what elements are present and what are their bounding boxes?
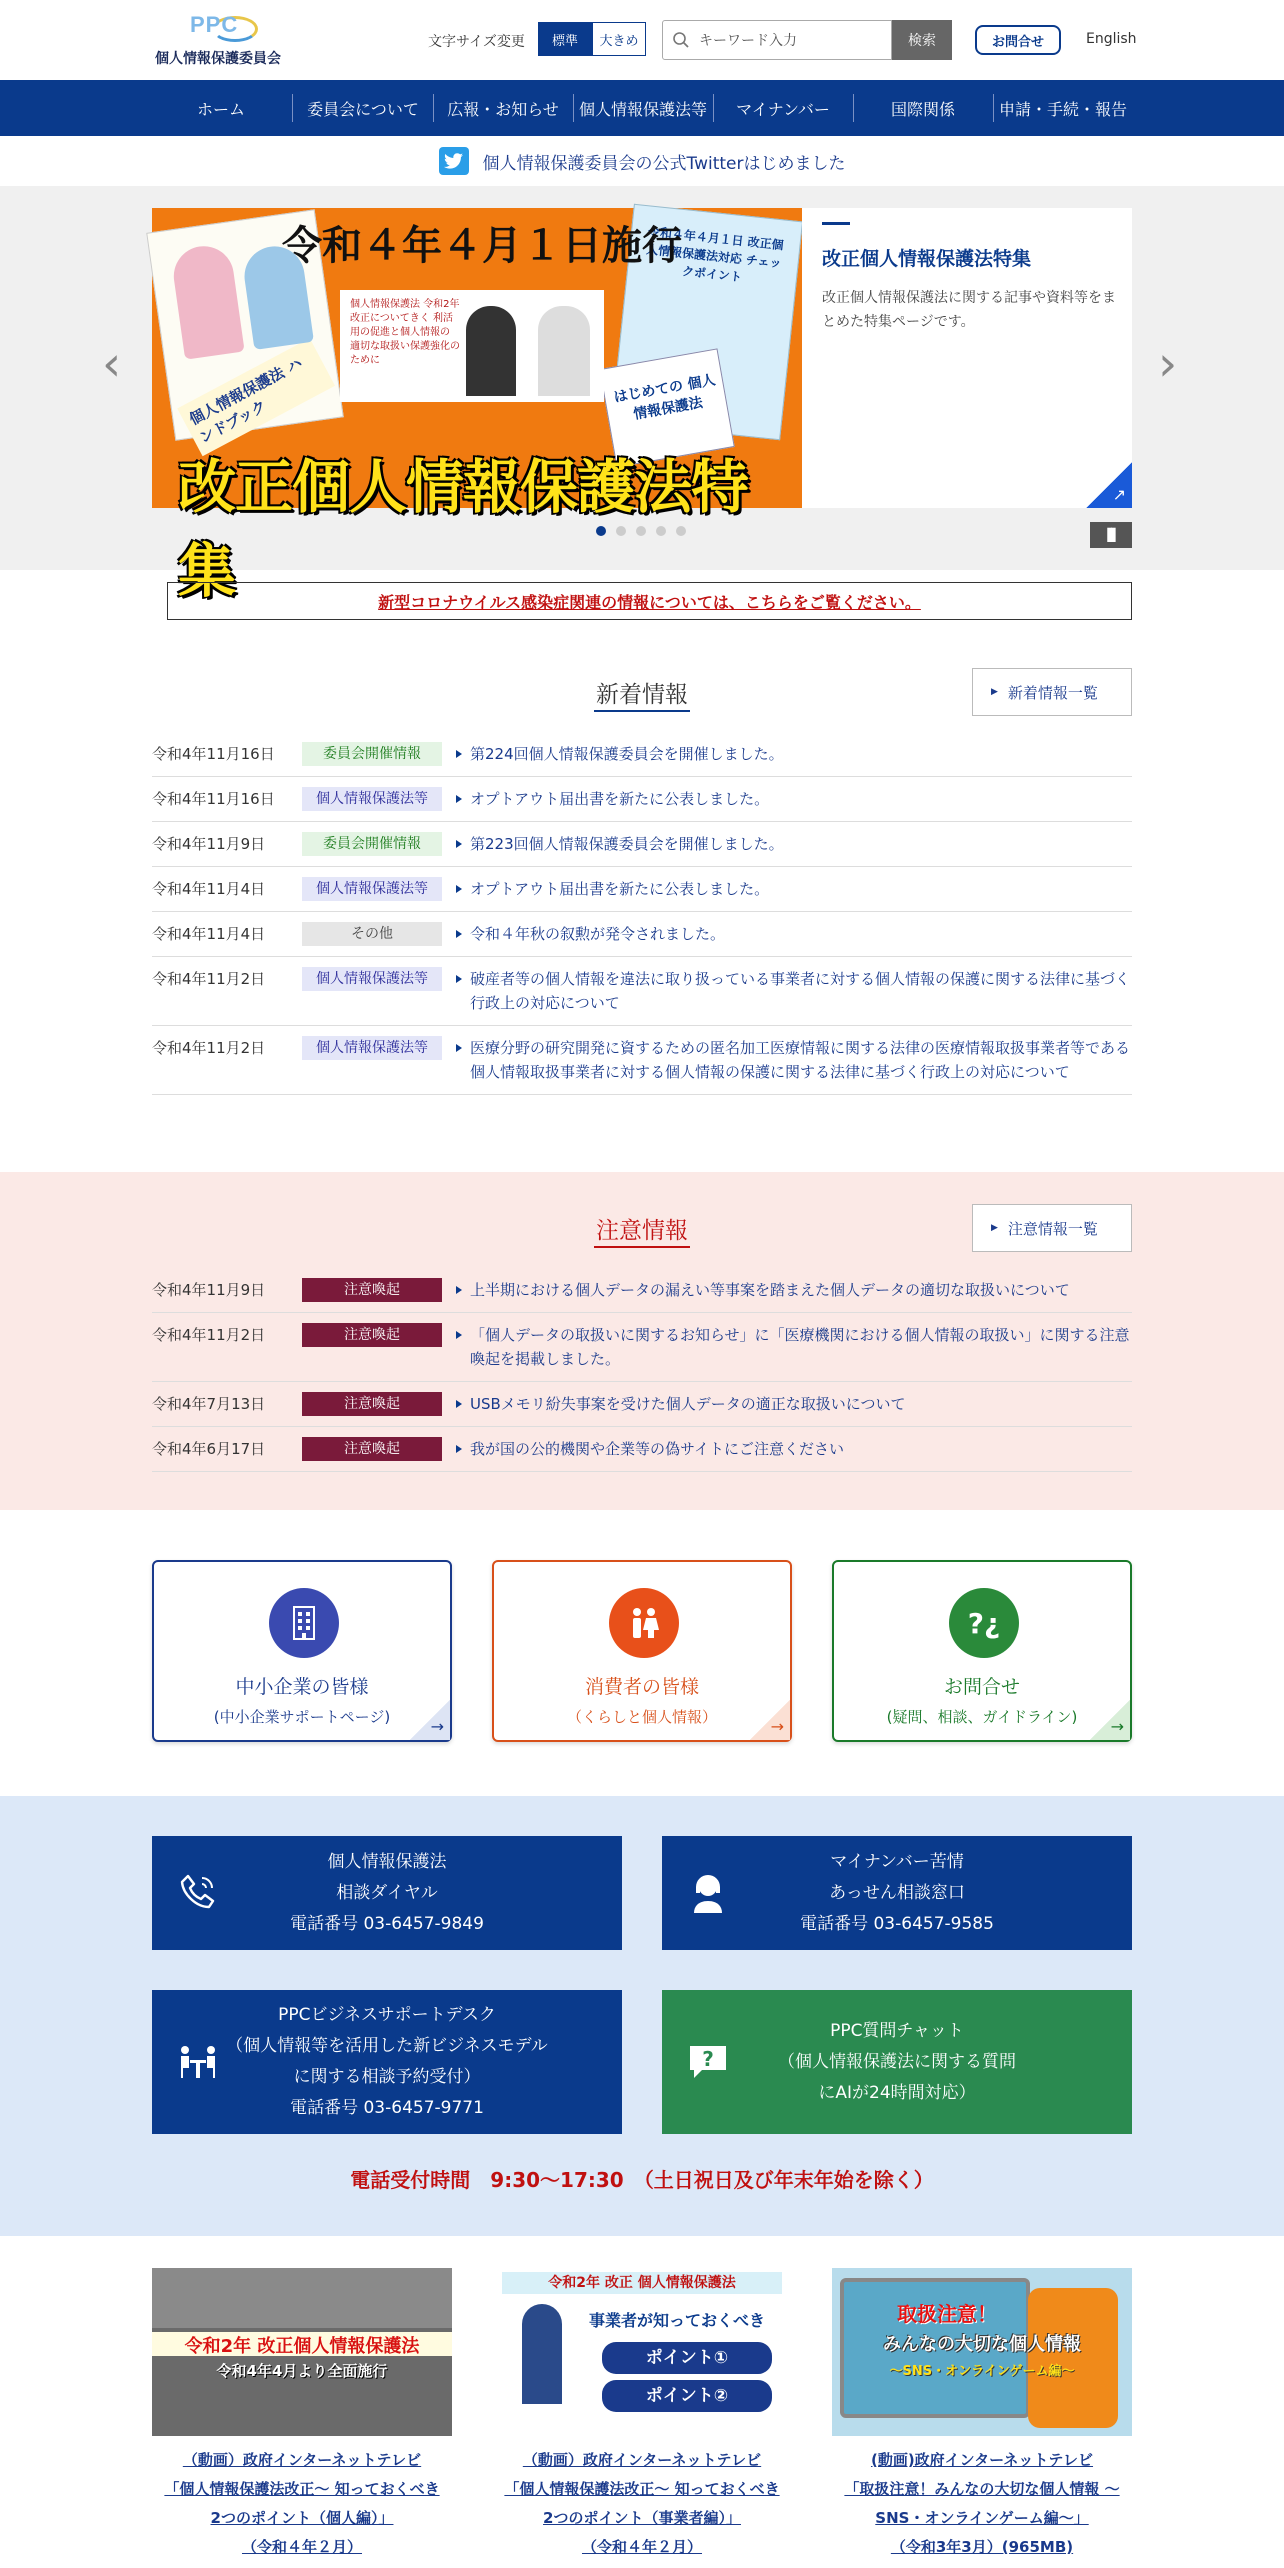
person-illustration	[522, 2304, 562, 2404]
family-icon	[609, 1588, 679, 1658]
item-link[interactable]: 我が国の公的機関や企業等の偽サイトにご注意ください	[456, 1437, 1132, 1461]
inquiry-card-sub: (疑問、相談、ガイドライン)	[886, 1708, 1078, 1726]
hero-slide-title: 改正個人情報保護法特集	[822, 248, 1032, 270]
nav-home[interactable]: ホーム	[196, 99, 245, 119]
list-item	[152, 1026, 1132, 1095]
street-scene	[152, 2268, 452, 2328]
arrow-icon: →	[1110, 1717, 1124, 1736]
sme-card-sub: (中小企業サポートページ)	[213, 1708, 391, 1726]
inquiry-card[interactable]	[832, 1560, 1132, 1742]
video-item[interactable]	[492, 2268, 792, 2562]
phone-icon	[174, 1869, 222, 1917]
video-thumbnail	[152, 2268, 452, 2436]
triangle-icon: ▶	[991, 687, 998, 697]
font-size-label: 文字サイズ変更	[428, 34, 525, 50]
carousel-dot[interactable]	[676, 526, 686, 536]
nav-about[interactable]: 委員会について	[307, 99, 419, 119]
interview-photo-text: 個人情報保護法 令和2年改正についてきく 利活用の促進と個人情報の 適切な取扱い保護強化のために	[350, 299, 460, 366]
business-desk-phone: 電話番号 03-6457-9771	[290, 2098, 484, 2118]
site-logo[interactable]	[152, 12, 300, 68]
item-link[interactable]: オプトアウト届出書を新たに公表しました。	[456, 787, 1132, 811]
category-badge: 注意喚起	[302, 1278, 442, 1302]
item-date: 令和4年11月9日	[152, 1281, 266, 1299]
alerts-more-button[interactable]	[972, 1204, 1132, 1252]
privacy-dial-line2: 相談ダイヤル	[336, 1882, 438, 1903]
contact-button[interactable]: お問合せ	[975, 25, 1061, 55]
search-icon	[663, 31, 699, 49]
thumb-title: 令和2年 改正 個人情報保護法	[502, 2272, 782, 2294]
twitter-icon	[439, 147, 469, 175]
category-badge: 個人情報保護法等	[302, 787, 442, 811]
caption-line: 2つのポイント（事業者編）」	[543, 2509, 741, 2527]
covid-notice-link[interactable]: 新型コロナウイルス感染症関連の情報については、こちらをご覧ください。	[167, 582, 1132, 620]
carousel-dot[interactable]	[596, 526, 606, 536]
english-link[interactable]: English	[1086, 31, 1137, 47]
category-badge: 注意喚起	[302, 1323, 442, 1347]
item-link[interactable]: 医療分野の研究開発に資するための匿名加工医療情報に関する法律の医療情報取扱事業者等である個人情報取扱事業者に対する個人情報の保護に関する法律に基づく行政上の対応について	[456, 1036, 1132, 1084]
caption-line: 「個人情報保護法改正～ 知っておくべき	[504, 2480, 780, 2498]
sme-card-title: 中小企業の皆様	[235, 1676, 369, 1698]
nav-news[interactable]: 広報・お知らせ	[447, 99, 559, 119]
font-size-standard-button[interactable]: 標準	[538, 22, 592, 56]
thumb-tagline: ～SNS・オンラインゲーム編～	[889, 2364, 1075, 2379]
caption-line: 「個人情報保護法改正～ 知っておくべき	[164, 2480, 440, 2498]
carousel-dot[interactable]	[656, 526, 666, 536]
item-date: 令和4年11月16日	[152, 745, 275, 763]
hero-slide-description: 改正個人情報保護法に関する記事や資料等をまとめた特集ページです。	[822, 290, 1116, 330]
meeting-icon	[174, 2038, 222, 2086]
business-desk-line1: PPCビジネスサポートデスク	[278, 2005, 496, 2025]
list-item	[152, 912, 1132, 957]
news-section-header	[152, 668, 1132, 718]
search-input[interactable]: キーワード入力	[699, 33, 797, 49]
list-item	[152, 1382, 1132, 1427]
search-button[interactable]: 検索	[892, 20, 952, 60]
chat-line3: にAIが24時間対応）	[818, 2082, 976, 2103]
item-date: 令和4年7月13日	[152, 1395, 266, 1413]
item-link[interactable]: 令和４年秋の叙勲が発令されました。	[456, 922, 1132, 946]
alerts-list	[152, 1268, 1132, 1472]
category-badge: 個人情報保護法等	[302, 967, 442, 991]
business-desk-line3: に関する相談予約受付）	[293, 2067, 481, 2087]
list-item	[152, 1427, 1132, 1472]
item-date: 令和4年11月2日	[152, 970, 266, 988]
video-caption[interactable]	[832, 2446, 1132, 2562]
business-desk-box[interactable]	[152, 1990, 622, 2134]
mynumber-dial-phone: 電話番号 03-6457-9585	[800, 1913, 994, 1934]
item-date: 令和4年11月9日	[152, 835, 266, 853]
category-badge: 個人情報保護法等	[302, 1036, 442, 1060]
person-silhouette	[538, 306, 590, 396]
illustration-figure	[170, 242, 245, 359]
privacy-dial-line1: 個人情報保護法	[327, 1851, 447, 1872]
item-link[interactable]: 「個人データの取扱いに関するお知らせ」に「医療機関における個人情報の取扱い」に関する注意喚起を掲載しました。	[456, 1323, 1132, 1371]
carousel-dot[interactable]	[636, 526, 646, 536]
card-corner	[1090, 1700, 1130, 1740]
video-caption[interactable]	[152, 2446, 452, 2562]
caption-line: 2つのポイント（個人編）」	[210, 2509, 394, 2527]
caption-line: （令和４年２月）	[241, 2538, 362, 2556]
arrow-icon: ↗	[1112, 485, 1126, 504]
caption-line: SNS・オンラインゲーム編～」	[875, 2509, 1089, 2527]
consumer-card[interactable]	[492, 1560, 792, 1742]
inquiry-card-title: お問合せ	[943, 1676, 1020, 1698]
sme-card[interactable]	[152, 1560, 452, 1742]
alerts-more-label: 注意情報一覧	[1007, 1219, 1098, 1238]
audience-cards	[152, 1560, 1132, 1742]
thumb-title: 令和2年 改正個人情報保護法	[152, 2332, 452, 2356]
mynumber-dial-line2: あっせん相談窓口	[829, 1882, 965, 1903]
mynumber-dial-line1: マイナンバー苦情	[830, 1851, 964, 1872]
mynumber-dial-box[interactable]	[662, 1836, 1132, 1950]
video-thumbnail	[832, 2268, 1132, 2436]
alerts-heading: 注意情報	[596, 1218, 688, 1244]
category-badge: 注意喚起	[302, 1437, 442, 1461]
item-date: 令和4年11月2日	[152, 1039, 266, 1057]
list-item	[152, 957, 1132, 1026]
nav-divider	[292, 94, 293, 122]
category-badge: 委員会開催情報	[302, 832, 442, 856]
nav-international[interactable]: 国際関係	[890, 99, 955, 119]
category-badge: 個人情報保護法等	[302, 877, 442, 901]
privacy-dial-box[interactable]	[152, 1836, 622, 1950]
category-badge: 委員会開催情報	[302, 742, 442, 766]
phone-hours: 電話受付時間 9:30～17:30 （土日祝日及び年末年始を除く）	[350, 2168, 934, 2192]
question-icon: ?¿	[949, 1588, 1019, 1658]
intro-booklet-title: はじめての 個人情報保護法	[612, 372, 717, 423]
item-link[interactable]: 破産者等の個人情報を違法に取り扱っている事業者に対する個人情報の保護に関する法律に基づく行政上の対応について	[456, 967, 1132, 1015]
banner-date-title: 令和４年４月１日施行	[282, 223, 682, 269]
caption-line: （動画）政府インターネットテレビ	[182, 2451, 422, 2469]
heading-underline	[594, 710, 690, 712]
chat-line2: （個人情報保護法に関する質問	[778, 2051, 1016, 2072]
font-size-large-button[interactable]: 大きめ	[592, 22, 646, 56]
checkpoint-booklet-title: 令和４年４月１日 改正個人情報保護法対応 チェックポイント	[645, 224, 785, 285]
thumb-title: 取扱注意！	[897, 2302, 997, 2326]
carousel-pause-button[interactable]	[1090, 522, 1132, 548]
item-date: 令和4年11月4日	[152, 925, 266, 943]
site-header	[0, 0, 1284, 80]
item-link[interactable]: USBメモリ紛失事案を受けた個人データの適正な取扱いについて	[456, 1392, 1132, 1416]
twitter-notice[interactable]	[0, 136, 1284, 186]
video-item[interactable]	[832, 2268, 1132, 2562]
global-nav	[0, 80, 1284, 136]
list-item	[152, 777, 1132, 822]
list-item	[152, 822, 1132, 867]
list-item	[152, 1268, 1132, 1313]
point-2-badge: ポイント②	[602, 2380, 772, 2412]
list-item	[152, 732, 1132, 777]
video-thumbnail	[492, 2268, 792, 2436]
heading-underline	[594, 1246, 690, 1248]
slide-link-corner[interactable]	[1086, 462, 1132, 508]
business-desk-line2: （個人情報等を活用した新ビジネスモデル	[226, 2036, 548, 2056]
person-silhouette	[466, 306, 516, 396]
arrow-icon: →	[770, 1717, 784, 1736]
category-badge: その他	[302, 922, 442, 946]
arrow-icon: →	[430, 1717, 444, 1736]
item-date: 令和4年6月17日	[152, 1440, 266, 1458]
item-link[interactable]: 上半期における個人データの漏えい等事案を踏まえた個人データの適切な取扱いについて	[456, 1278, 1132, 1302]
item-link[interactable]: オプトアウト届出書を新たに公表しました。	[456, 877, 1132, 901]
logo-ppc: PPC	[190, 12, 239, 37]
nav-procedures[interactable]: 申請・手続・報告	[998, 99, 1127, 119]
nav-law[interactable]: 個人情報保護法等	[578, 99, 707, 119]
item-link[interactable]: 第224回個人情報保護委員会を開催しました。	[456, 742, 1132, 766]
privacy-dial-phone: 電話番号 03-6457-9849	[290, 1913, 484, 1934]
carousel-dot[interactable]	[616, 526, 626, 536]
pause-icon: ▐▌	[1102, 528, 1120, 542]
triangle-icon: ▶	[991, 1223, 998, 1233]
twitter-notice-text: 個人情報保護委員会の公式Twitterはじめました	[482, 153, 846, 174]
point-1-badge: ポイント①	[602, 2342, 772, 2374]
item-date: 令和4年11月16日	[152, 790, 275, 808]
chat-box[interactable]	[662, 1990, 1132, 2134]
banner-main-title: 改正個人情報保護法特集	[178, 453, 749, 605]
video-item[interactable]	[152, 2268, 452, 2562]
building-icon	[269, 1588, 339, 1658]
operator-icon	[684, 1869, 732, 1917]
alerts-section-header	[152, 1204, 1132, 1254]
svg-text:?: ?	[702, 2047, 714, 2071]
card-corner	[410, 1700, 450, 1740]
chat-icon	[684, 2038, 732, 2086]
caption-line: 「取扱注意！みんなの大切な個人情報 ～	[844, 2480, 1120, 2498]
video-caption[interactable]	[492, 2446, 792, 2562]
hero-slide-caption[interactable]	[802, 208, 1132, 508]
item-date: 令和4年11月2日	[152, 1326, 266, 1344]
carousel-prev-icon[interactable]: ‹	[102, 336, 122, 392]
card-corner	[750, 1700, 790, 1740]
category-badge: 注意喚起	[302, 1392, 442, 1416]
thumb-subtitle: 事業者が知っておくべき	[588, 2311, 765, 2330]
news-heading: 新着情報	[596, 682, 688, 708]
item-link[interactable]: 第223回個人情報保護委員会を開催しました。	[456, 832, 1132, 856]
caption-line: （動画）政府インターネットテレビ	[522, 2451, 762, 2469]
interview-photo	[340, 290, 604, 402]
list-item	[152, 1313, 1132, 1382]
news-more-button[interactable]	[972, 668, 1132, 716]
consumer-card-sub: （くらしと個人情報）	[566, 1708, 717, 1726]
caption-line: (動画)政府インターネットテレビ	[870, 2451, 1094, 2469]
caption-line: （令和４年２月）	[581, 2538, 702, 2556]
thumb-subtitle: 令和4年4月より全面施行	[216, 2362, 388, 2380]
chat-line1: PPC質問チャット	[830, 2020, 964, 2041]
search-box	[662, 20, 892, 60]
news-list	[152, 732, 1132, 1095]
consumer-card-title: 消費者の皆様	[584, 1676, 699, 1698]
logo-name: 個人情報保護委員会	[155, 51, 281, 67]
nav-mynumber[interactable]: マイナンバー	[736, 99, 830, 119]
caption-line: （令和3年3月）(965MB)	[890, 2538, 1074, 2556]
list-item	[152, 867, 1132, 912]
thumb-subtitle: みんなの大切な個人情報	[883, 2334, 1081, 2355]
caption-accent-bar	[822, 222, 850, 225]
carousel-dots	[596, 526, 686, 536]
handbook-title: 個人情報保護法 ハンドブック	[177, 338, 335, 456]
item-date: 令和4年11月4日	[152, 880, 266, 898]
carousel-next-icon[interactable]: ›	[1158, 336, 1178, 392]
news-more-label: 新着情報一覧	[1007, 683, 1098, 702]
